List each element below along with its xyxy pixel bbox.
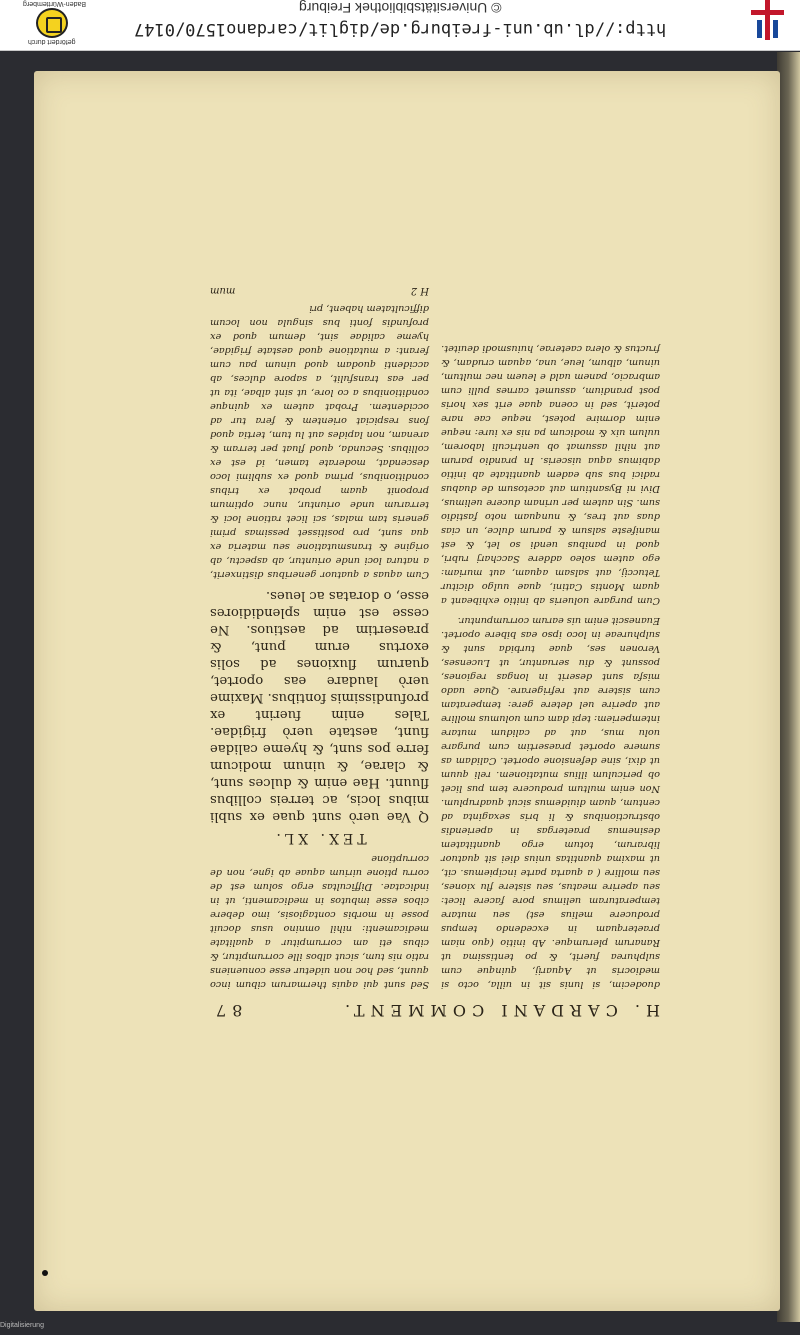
signature-mark: H 2 bbox=[410, 285, 429, 296]
left-column-text-2: Cum purgare uolueris ab initio exhibeant a quam Montis Catini, quae uulgo dicitur Tetuccij, aut salsam aquam, aut muriam: ego autem soleo addere Saccharj rubri, quod in panibus uendi so let, & est manifeste salsum & parum dulce, un cias duas aut tres, & nunquam noto fastidio sum. Sin autem per urinam ducere uelimus, Divi ni Bysantium aut acetosum de duabus radici bus sub eadem quantitate ab initio dabimus aqua uisceris. In prandio parum aut nihil assumat ob uentriculi laborem, uulum uix & modicum pa nis ex iure: neque enim dormire potest, neque cae nare poterit, sed in coena quae erit sex horis post prandium, assumet carnes pulli cum ambracio, panem uald e leuem nec multum, uinum, album, leue, una, aquam crudam, & fructus & olera caeterae, huiusmodi deuitet. bbox=[441, 343, 660, 606]
right-column-text-2: Cum aquas a quatuor generibus distinxerit, a natura loci unde oriuntur, ab aspectu, ab origine & transmutatione seu materia ex qua sunt, pro positisset pessimas primi generis tam malas, sci licet ratione loci & terrarum unde oriuntur, nunc optimum proponit quam probat ex tribus conditionibus, prima quod ex sublimi loco descendat, moderate tamen, id est ex collibus. Secunda, quod fluat per terram & arenam, non lapides aut lu tum, tertia quod fons respiciat orientem & fera tur ad occidentem. Probat autem ex quinque conditionibus a co lore, ut sint albae, ita ut per eas transfulit, a sapore dulces, ab accidenti quodam quod uinum pau cum ferant: a mutatione quod aestate frigidae, hyeme calidae sint, demum quod ex profundis fonti bus singula non locum difficultatem habent, pri bbox=[210, 303, 429, 580]
book-spine bbox=[777, 52, 800, 1322]
footer-label: Digitalisierung bbox=[0, 1322, 44, 1329]
page-url[interactable]: http://dl.ub.uni-freiburg.de/diglit/cardano1570/0147 bbox=[133, 19, 667, 39]
main-text-block: Q Vae uerò sunt quae ex subli mibus locis, ac terreis collibus fluunt. Hae enim & dulces sunt, & clarae, & uinum modicum ferre pos sunt, & hyeme calidae fiunt, aestate uerò frigidae. Tales enim fuerint ex profundissimis fontibus. Maxime uerò laudare eas oportet, quarum fluxiones ad solis exortus erum punt, & praesertim ad aestiuos. Ne cesse est enim splendidiores esse, o doratas ac leues. bbox=[210, 588, 429, 824]
right-column-text-1: Sed sunt qui aquis thermarum cibum inco quunt, sed hoc non uidetur esse conueniens ratio nis tum, sicut albos ille corrumpitur, & cibus eti am corrumpitur a qualitate medicamenti: nihil omnino usus docuit posse in morbis contagiosis, imo debere cibos esse imbutos in medicamenti, ut in indicatae. Difficultas ergo solum est de corru ptione uirium aquae ab igne, non de corruptione bbox=[210, 853, 429, 990]
left-column-text-1: duodecim, si lunis sit in uilla, octo si mediocris ut Aquarij, quinque cum sulphurea fuerit, & po tentissima ut Ranarum plerumque. Ab initio (quo niam praeterquam in excedendo tempus producere melius est) seu mutare temperaturam uelimus pore facere licet: seu aperire meatus, seu sistere flu xiones, seu mollire ( a quarta parte incipiemus. cit, ut maxima quantitas unius diei sit quatuor librarum, totum ergo quantitatem desinemus praetergas in aperiendis obstructionibus & li bris sexaginta ad centum, quam diuidemus sicut quadruplum. Non enim multum producere tem pus licet ob periculum illius mutationem. reli quum ut dixi, sine defensione oportet. Calidam as sumere oportet praesertim cum purgare uolu mus, aut ad calidum mutare intemperiem: tepi dam cum uolumus mollire aut aperire uel detere gere: temperatam cum sistere aut refrigerare. Quae uado misfa sunt deserit in longas regiones, possunt & diu seruantur, ut Lucenses, Veronen ses, quae turbida sunt & sulphureae in loco ipso eas bibere oportet. Euanescit enim uis earum corrumpuntur. bbox=[441, 615, 660, 990]
catchword: mum bbox=[210, 285, 236, 296]
signature-line bbox=[210, 283, 429, 297]
left-column bbox=[441, 283, 660, 991]
viewer-toolbar bbox=[0, 0, 800, 51]
library-logo-icon[interactable] bbox=[745, 0, 790, 40]
ink-dot bbox=[42, 1270, 48, 1276]
running-head-title: H. CARDANI COMMENT. bbox=[339, 1001, 660, 1020]
funder-caption: gefördert durch bbox=[28, 38, 76, 45]
section-heading: TEX. XL. bbox=[272, 830, 367, 846]
running-head bbox=[210, 1001, 660, 1020]
page-text-upside-down bbox=[210, 285, 660, 1020]
page-number: 87 bbox=[210, 1001, 243, 1020]
funder-label: Baden-Württemberg bbox=[23, 0, 87, 7]
right-column bbox=[210, 283, 429, 991]
funder-seal-icon bbox=[36, 8, 68, 38]
copyright-notice: © Universitätsbibliothek Freiburg bbox=[298, 0, 502, 16]
